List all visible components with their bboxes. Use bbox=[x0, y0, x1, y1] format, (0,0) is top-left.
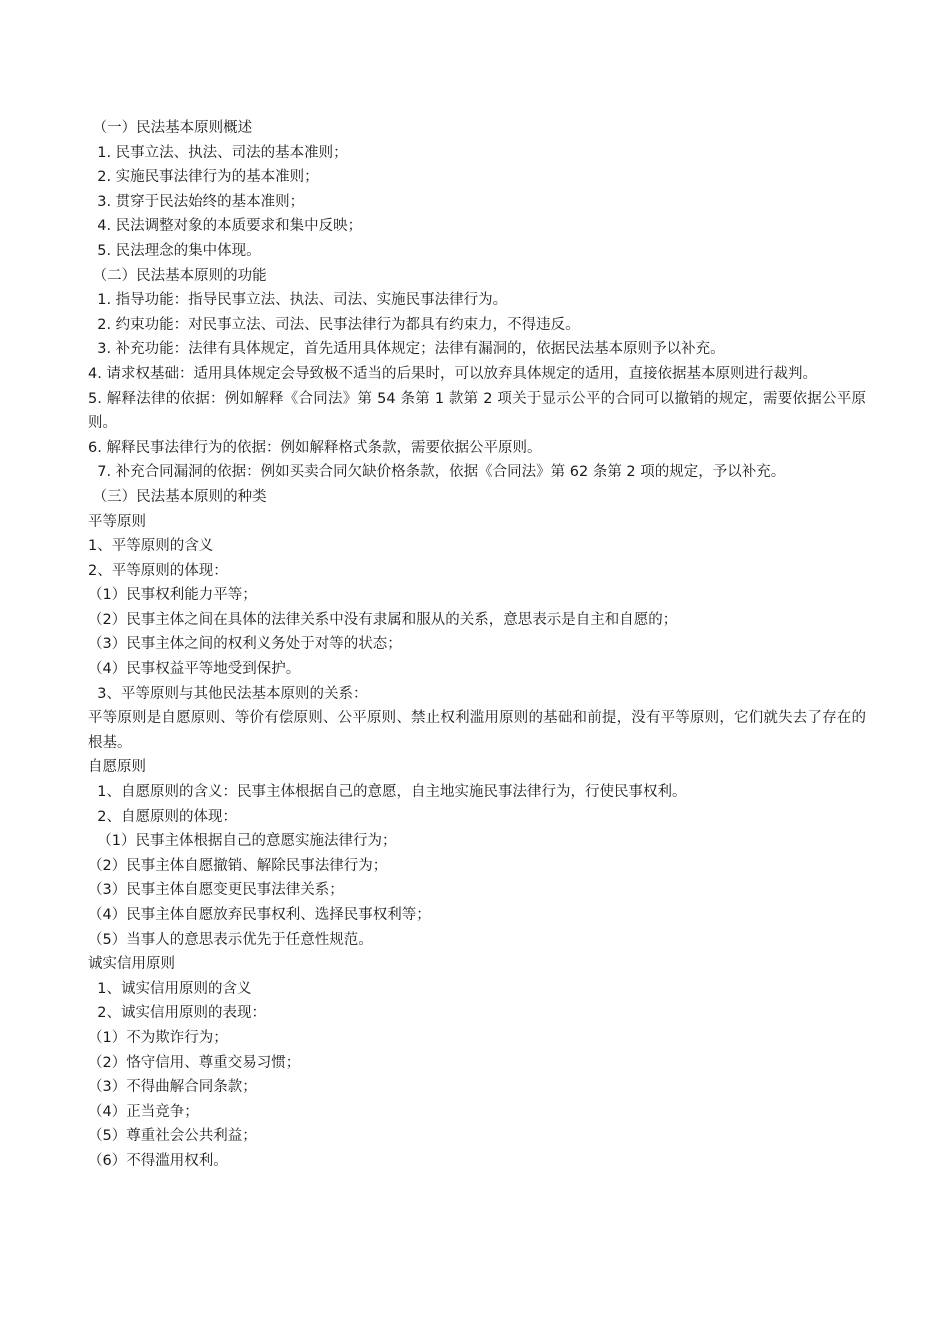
list-item: 3、平等原则与其他民法基本原则的关系： bbox=[88, 685, 368, 702]
document-body bbox=[88, 116, 866, 1174]
list-item: （3）不得曲解合同条款； bbox=[88, 1079, 257, 1096]
list-item: 2、诚实信用原则的表现： bbox=[88, 1005, 266, 1022]
list-item: （1）不为欺诈行为； bbox=[88, 1029, 228, 1046]
list-item: （2）民事主体之间在具体的法律关系中没有隶属和服从的关系，意思表示是自主和自愿的； bbox=[88, 611, 678, 628]
list-item: 6. 解释民事法律行为的依据：例如解释格式条款，需要依据公平原则。 bbox=[88, 439, 542, 456]
list-item: （4）正当竞争； bbox=[88, 1103, 199, 1120]
list-item: 2. 约束功能：对民事立法、司法、民事法律行为都具有约束力，不得违反。 bbox=[88, 316, 580, 333]
list-item: 2、自愿原则的体现： bbox=[88, 808, 237, 825]
heading-2: （二）民法基本原则的功能 bbox=[88, 267, 267, 284]
list-item: （2）恪守信用、尊重交易习惯； bbox=[88, 1054, 301, 1071]
section-title: 自愿原则 bbox=[88, 759, 146, 776]
list-item: （1）民事主体根据自己的意愿实施法律行为； bbox=[88, 833, 397, 850]
list-item: 1、诚实信用原则的含义 bbox=[88, 980, 252, 997]
list-item: 4. 民法调整对象的本质要求和集中反映； bbox=[88, 218, 363, 235]
list-item: 2. 实施民事法律行为的基本准则； bbox=[88, 169, 319, 186]
list-item: 5. 解释法律的依据：例如解释《合同法》第 54 条第 1 款第 2 项关于显示公平的合同可以撤销的规定，需要依据公平原则。 bbox=[88, 390, 866, 432]
list-item: 7. 补充合同漏洞的依据：例如买卖合同欠缺价格条款，依据《合同法》第 62 条第 2 项的规定，予以补充。 bbox=[88, 464, 786, 481]
list-item: 5. 民法理念的集中体现。 bbox=[88, 242, 261, 259]
list-item: （5）尊重社会公共利益； bbox=[88, 1128, 257, 1145]
heading-1: （一）民法基本原则概述 bbox=[88, 120, 253, 136]
heading-3: （三）民法基本原则的种类 bbox=[88, 488, 267, 505]
list-item: （3）民事主体之间的权利义务处于对等的状态； bbox=[88, 636, 402, 653]
paragraph: 平等原则是自愿原则、等价有偿原则、公平原则、禁止权利滥用原则的基础和前提，没有平等原则，它们就失去了存在的根基。 bbox=[88, 710, 866, 751]
list-item: 4. 请求权基础：适用具体规定会导致极不适当的后果时，可以放弃具体规定的适用，直接依据基本原则进行裁判。 bbox=[88, 365, 817, 382]
list-item: 3. 贯穿于民法始终的基本准则； bbox=[88, 193, 305, 210]
list-item: 1、自愿原则的含义：民事主体根据自己的意愿，自主地实施民事法律行为，行使民事权利。 bbox=[88, 784, 687, 801]
list-item: （2）民事主体自愿撤销、解除民事法律行为； bbox=[88, 857, 388, 874]
list-item: 2、平等原则的体现： bbox=[88, 562, 228, 579]
list-item: 1. 民事立法、执法、司法的基本准则； bbox=[88, 144, 348, 161]
list-item: （6）不得滥用权利。 bbox=[88, 1152, 228, 1169]
section-title: 平等原则 bbox=[88, 513, 146, 530]
list-item: （4）民事主体自愿放弃民事权利、选择民事权利等； bbox=[88, 907, 431, 923]
section-title: 诚实信用原则 bbox=[88, 956, 175, 973]
list-item: 1. 指导功能：指导民事立法、执法、司法、实施民事法律行为。 bbox=[88, 292, 508, 309]
list-item: （3）民事主体自愿变更民事法律关系； bbox=[88, 882, 344, 899]
list-item: （5）当事人的意思表示优先于任意性规范。 bbox=[88, 931, 373, 948]
list-item: （4）民事权益平等地受到保护。 bbox=[88, 661, 301, 678]
list-item: 1、平等原则的含义 bbox=[88, 538, 214, 555]
list-item: 3. 补充功能：法律有具体规定，首先适用具体规定；法律有漏洞的，依据民法基本原则予以补充。 bbox=[88, 341, 725, 358]
list-item: （1）民事权利能力平等； bbox=[88, 587, 257, 604]
